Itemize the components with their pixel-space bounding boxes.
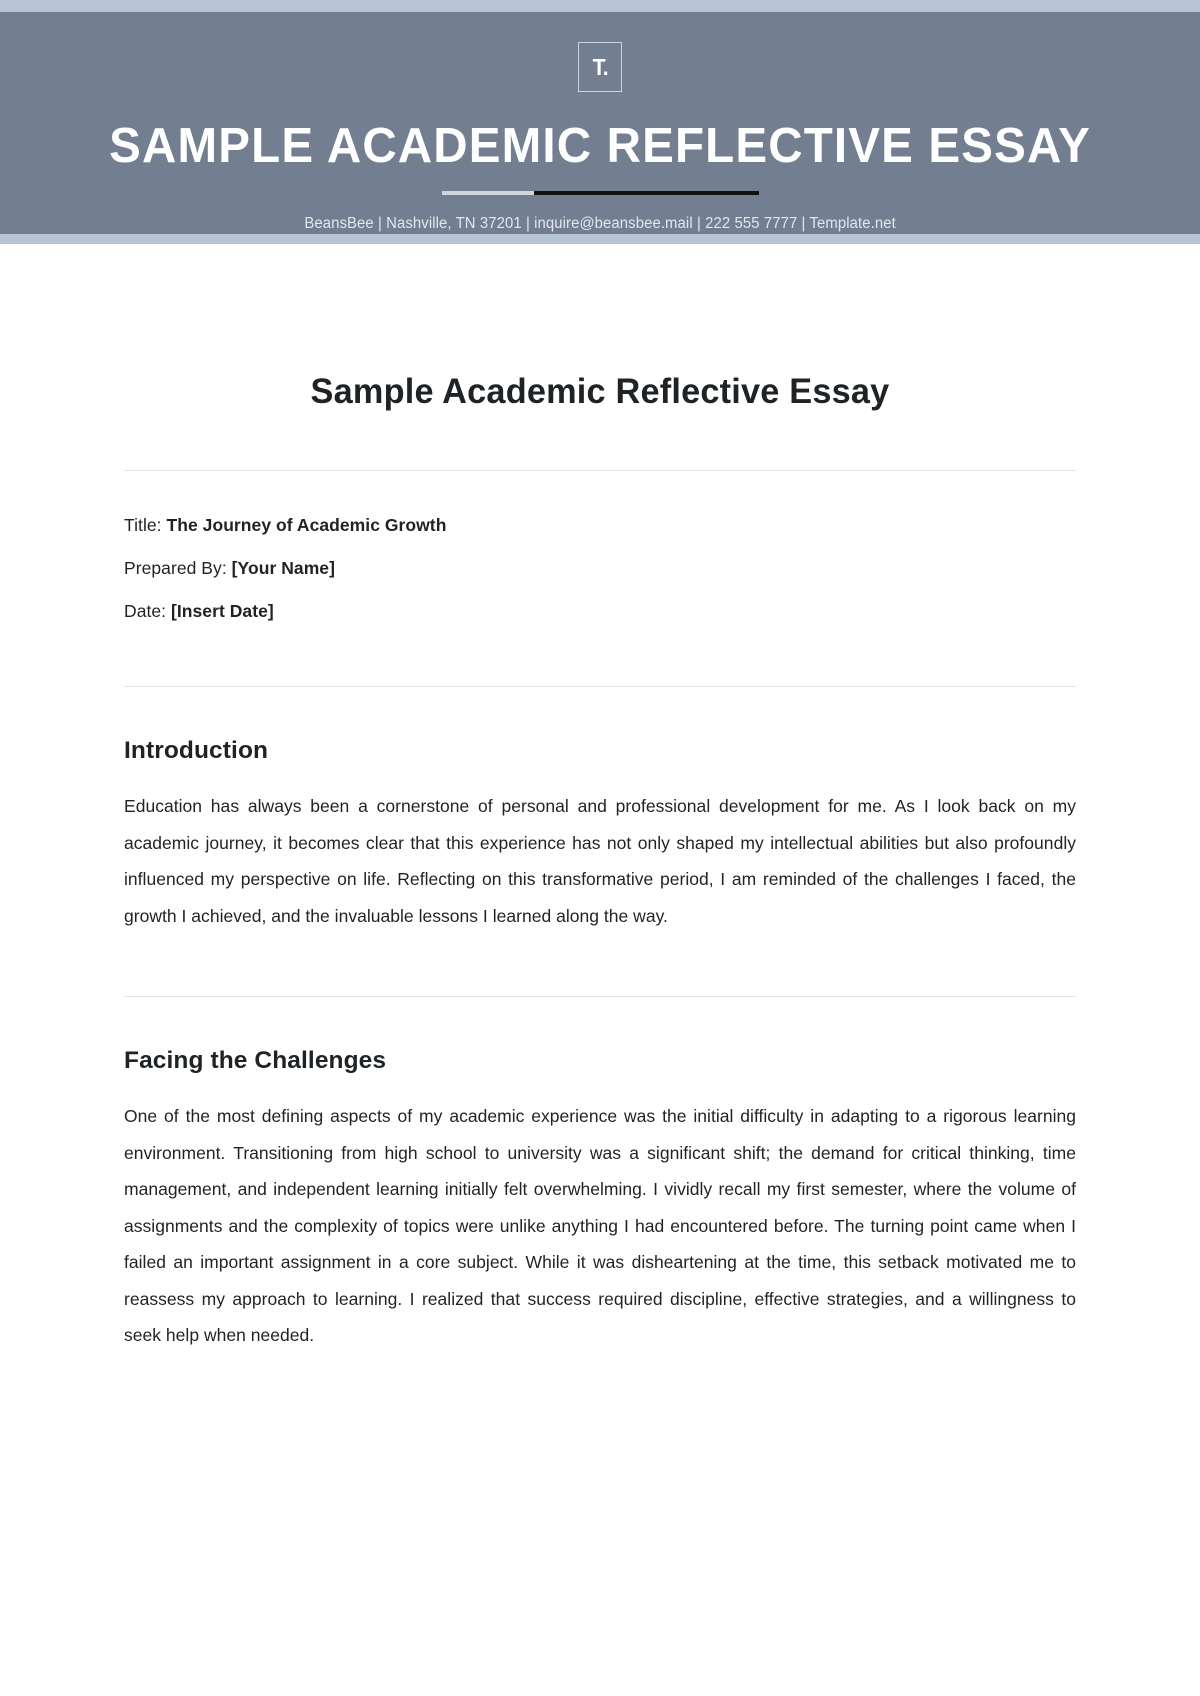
header-top-strip [0, 0, 1200, 12]
header-accent-rule [442, 190, 759, 195]
meta-label-title: Title: [124, 515, 162, 535]
meta-row-date [124, 601, 1076, 622]
section-facing-the-challenges [124, 1047, 1076, 1354]
meta-label-prepared-by: Prepared By: [124, 558, 227, 578]
page-title: Sample Academic Reflective Essay [310, 372, 890, 411]
page-content [0, 372, 1200, 1354]
section-heading-facing-the-challenges: Facing the Challenges [124, 1047, 387, 1074]
header-bottom-strip [0, 234, 1200, 244]
divider-after-metadata [124, 686, 1076, 687]
brand-logo-box [578, 42, 622, 92]
meta-label-date: Date: [124, 601, 167, 621]
divider-top [124, 470, 1076, 471]
section-body-facing-the-challenges: One of the most defining aspects of my academic experience was the initial difficulty in adapting to a rigorous learning environment. Transitioning from high school to university was a significant shift; the demand for critical thinking, time management, and independent learning initially felt overwhelming. I vividly recall my first semester, where the volume of assignments and the complexity of topics were unlike anything I had encountered before. The turning point came when I failed an important assignment in a core subject. While it was disheartening at the time, this setback motivated me to reassess my approach to learning. I realized that success required discipline, effective strategies, and a willingness to seek help when needed. [124, 1106, 1076, 1345]
header-contact-line: BeansBee | Nashville, TN 37201 | inquire@beansbee.mail | 222 555 7777 | Template.net [304, 215, 896, 232]
meta-value-title: The Journey of Academic Growth [166, 515, 447, 535]
section-introduction [124, 737, 1076, 934]
accent-rule-dark [534, 191, 759, 195]
meta-row-title [124, 515, 1076, 536]
document-header [0, 12, 1200, 234]
divider-after-introduction [124, 996, 1076, 997]
section-heading-introduction: Introduction [124, 737, 269, 764]
accent-rule-light [442, 191, 534, 195]
meta-row-prepared-by [124, 558, 1076, 579]
header-title: SAMPLE ACADEMIC REFLECTIVE ESSAY [109, 119, 1091, 173]
meta-value-prepared-by: [Your Name] [231, 558, 335, 578]
template-logo-icon: T. [592, 53, 608, 80]
metadata-block [124, 515, 1076, 622]
section-body-introduction: Education has always been a cornerstone of personal and professional development for me. As I look back on my academic journey, it becomes clear that this experience has not only shaped my intellectual abilities but also profoundly influenced my perspective on life. Reflecting on this transformative period, I am reminded of the challenges I faced, the growth I achieved, and the invaluable lessons I learned along the way. [124, 796, 1076, 926]
meta-value-date: [Insert Date] [171, 601, 274, 621]
